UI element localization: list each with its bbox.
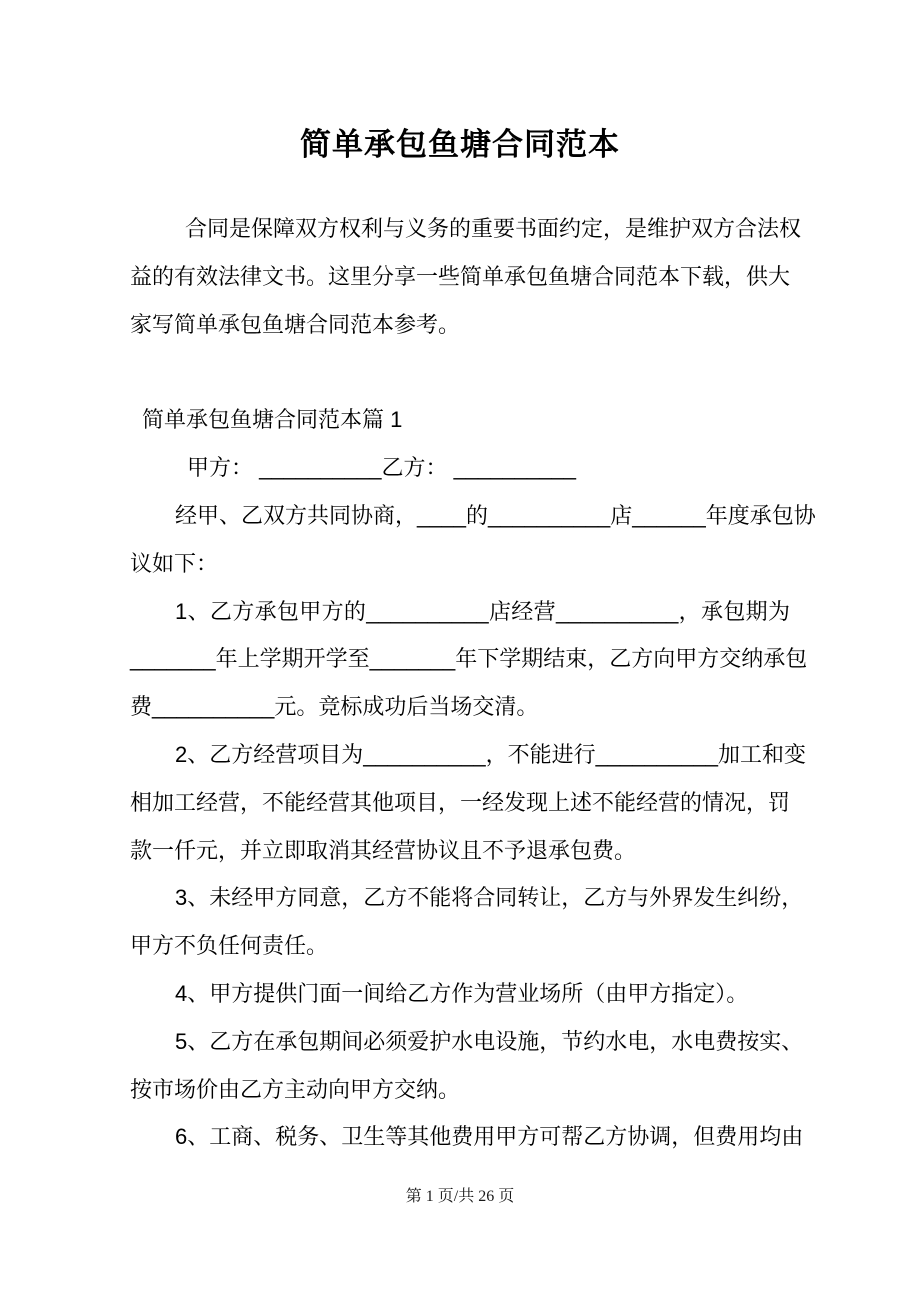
doc-line-preamble: 经甲、乙双方共同协商，____的__________店______年度承包协	[175, 502, 816, 528]
intro-line: 家写简单承包鱼塘合同范本参考。	[130, 311, 461, 337]
doc-line-clause-1-end: 费__________元。竞标成功后当场交清。	[130, 694, 539, 720]
intro-line: 合同是保障双方权利与义务的重要书面约定，是维护双方合法权	[185, 216, 802, 241]
doc-line-clause-1: 1、乙方承包甲方的__________店经营__________，承包期为	[175, 598, 790, 624]
page-number: 第 1 页/共 26 页	[405, 1188, 515, 1205]
intro-line: 益的有效法律文书。这里分享一些简单承包鱼塘合同范本下载，供大	[130, 263, 791, 289]
contract-body	[130, 444, 816, 1161]
document-body	[130, 0, 816, 1161]
doc-line-clause-5: 5、乙方在承包期间必须爱护水电设施，节约水电，水电费按实、	[175, 1028, 804, 1054]
doc-line-clause-5-end: 按市场价由乙方主动向甲方交纳。	[130, 1076, 461, 1102]
document-title: 简单承包鱼塘合同范本	[300, 127, 620, 162]
doc-line-clause-6: 6、工商、税务、卫生等其他费用甲方可帮乙方协调，但费用均由	[175, 1124, 804, 1150]
intro-paragraph	[130, 205, 802, 348]
section-heading: 简单承包鱼塘合同范本篇 1	[142, 407, 403, 433]
doc-line-clause-1-cont: _______年上学期开学至_______年下学期结束，乙方向甲方交纳承包	[130, 646, 808, 672]
doc-line-clause-2-cont: 相加工经营，不能经营其他项目，一经发现上述不能经营的情况，罚	[130, 789, 791, 815]
doc-line-clause-3: 3、未经甲方同意，乙方不能将合同转让，乙方与外界发生纠纷，	[175, 885, 804, 911]
doc-line-clause-2-end: 款一仟元，并立即取消其经营协议且不予退承包费。	[130, 837, 637, 863]
doc-line-clause-2: 2、乙方经营项目为__________，不能进行__________加工和变	[175, 741, 806, 767]
doc-line-clause-3-end: 甲方不负任何责任。	[130, 933, 329, 959]
doc-line-parties: 甲方： __________乙方： __________	[187, 455, 576, 481]
doc-line-preamble-end: 议如下：	[130, 550, 219, 576]
doc-line-clause-4: 4、甲方提供门面一间给乙方作为营业场所（由甲方指定）。	[175, 980, 749, 1006]
